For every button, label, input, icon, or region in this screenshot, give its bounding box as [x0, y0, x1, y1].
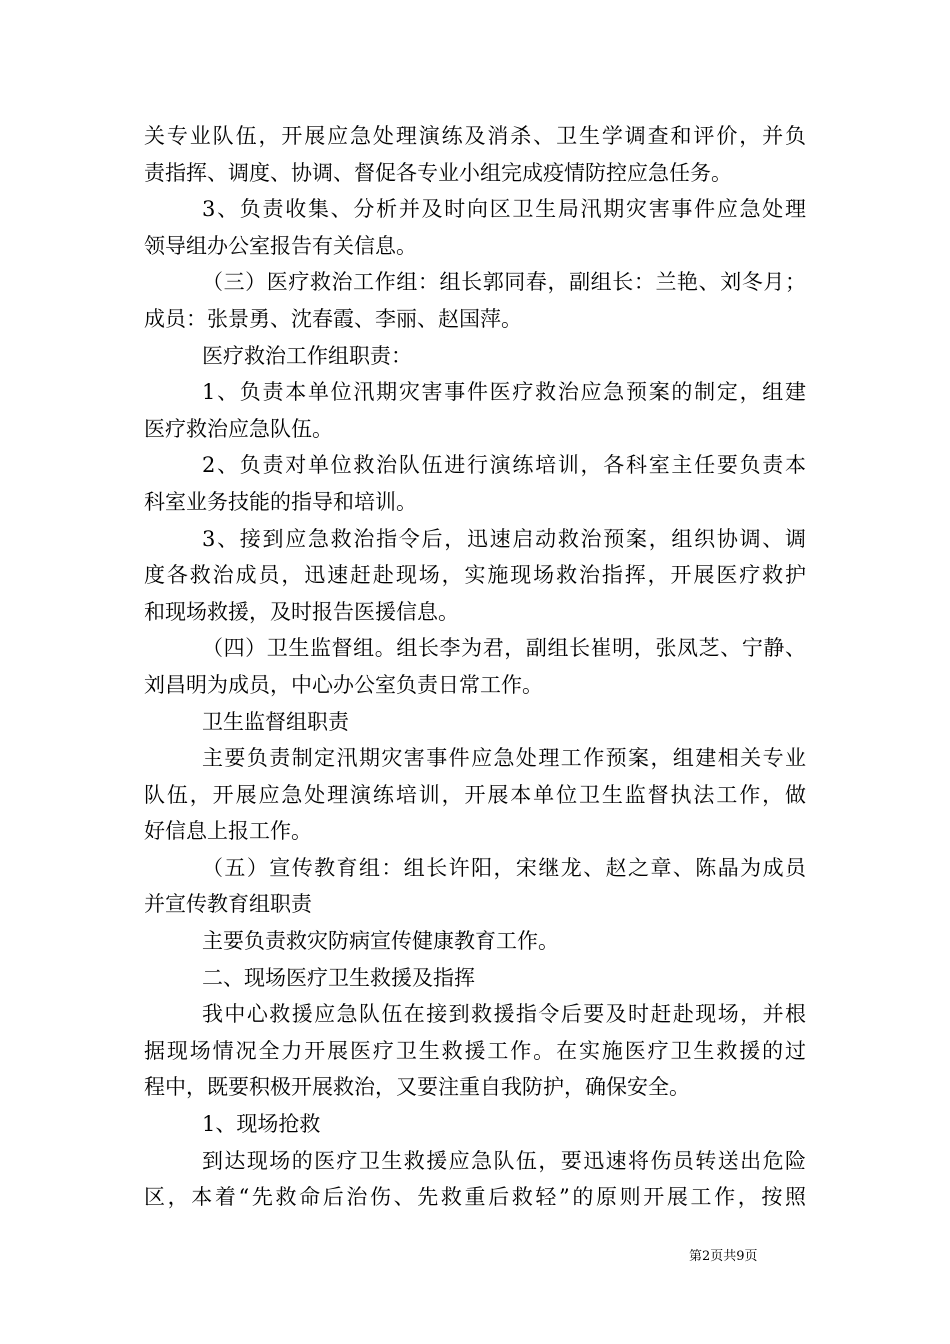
text-line: 刘昌明为成员，中心办公室负责日常工作。 — [144, 672, 543, 697]
text-line: 好信息上报工作。 — [144, 819, 312, 844]
text-line: 成员：张景勇、沈春霞、李丽、赵国萍。 — [144, 306, 522, 331]
text-line: 二、现场医疗卫生救援及指挥 — [202, 965, 475, 990]
text-line: 领导组办公室报告有关信息。 — [144, 233, 417, 258]
text-line: 医疗救治工作组职责： — [202, 343, 412, 368]
text-line: 3、负责收集、分析并及时向区卫生局汛期灾害事件应急处理 — [202, 197, 806, 222]
text-line: 科室业务技能的指导和培训。 — [144, 489, 417, 514]
text-line: 医疗救治应急队伍。 — [144, 416, 333, 441]
text-line: 2、负责对单位救治队伍进行演练培训，各科室主任要负责本 — [202, 453, 806, 478]
text-line: 程中，既要积极开展救治，又要注重自我防护，确保安全。 — [144, 1075, 690, 1100]
text-line: 1、负责本单位汛期灾害事件医疗救治应急预案的制定，组建 — [202, 380, 806, 405]
text-line: 并宣传教育组职责 — [144, 892, 312, 917]
text-line: 3、接到应急救治指令后，迅速启动救治预案，组织协调、调 — [202, 526, 806, 551]
text-line: 和现场救援，及时报告医援信息。 — [144, 599, 459, 624]
text-line: 关专业队伍，开展应急处理演练及消杀、卫生学调查和评价，并负 — [144, 124, 806, 148]
text-line: （四）卫生监督组。组长李为君，副组长崔明，张凤芝、宁静、 — [202, 636, 806, 661]
text-line: 卫生监督组职责 — [202, 709, 349, 734]
text-line: 责指挥、调度、协调、督促各专业小组完成疫情防控应急任务。 — [144, 160, 732, 185]
text-line: 主要负责制定汛期灾害事件应急处理工作预案，组建相关专业 — [202, 746, 806, 771]
text-line: 据现场情况全力开展医疗卫生救援工作。在实施医疗卫生救援的过 — [144, 1038, 806, 1063]
text-line: 队伍，开展应急处理演练培训，开展本单位卫生监督执法工作，做 — [144, 782, 806, 807]
text-line: （五）宣传教育组：组长许阳，宋继龙、赵之章、陈晶为成员 — [202, 855, 806, 880]
document-body — [144, 118, 806, 1216]
text-line: 到达现场的医疗卫生救援应急队伍，要迅速将伤员转送出危险 — [202, 1148, 806, 1173]
text-line: （三）医疗救治工作组：组长郭同春，副组长：兰艳、刘冬月； — [202, 270, 806, 295]
text-line: 我中心救援应急队伍在接到救援指令后要及时赶赴现场，并根 — [202, 1002, 806, 1027]
text-line: 区，本着“先救命后治伤、先救重后救轻”的原则开展工作，按照 — [144, 1185, 806, 1210]
text-line: 1、现场抢救 — [202, 1112, 321, 1137]
page-number: 第2页共9页 — [689, 1249, 758, 1264]
text-line: 度各救治成员，迅速赶赴现场，实施现场救治指挥，开展医疗救护 — [144, 563, 806, 588]
text-line: 主要负责救灾防病宣传健康教育工作。 — [202, 929, 559, 954]
